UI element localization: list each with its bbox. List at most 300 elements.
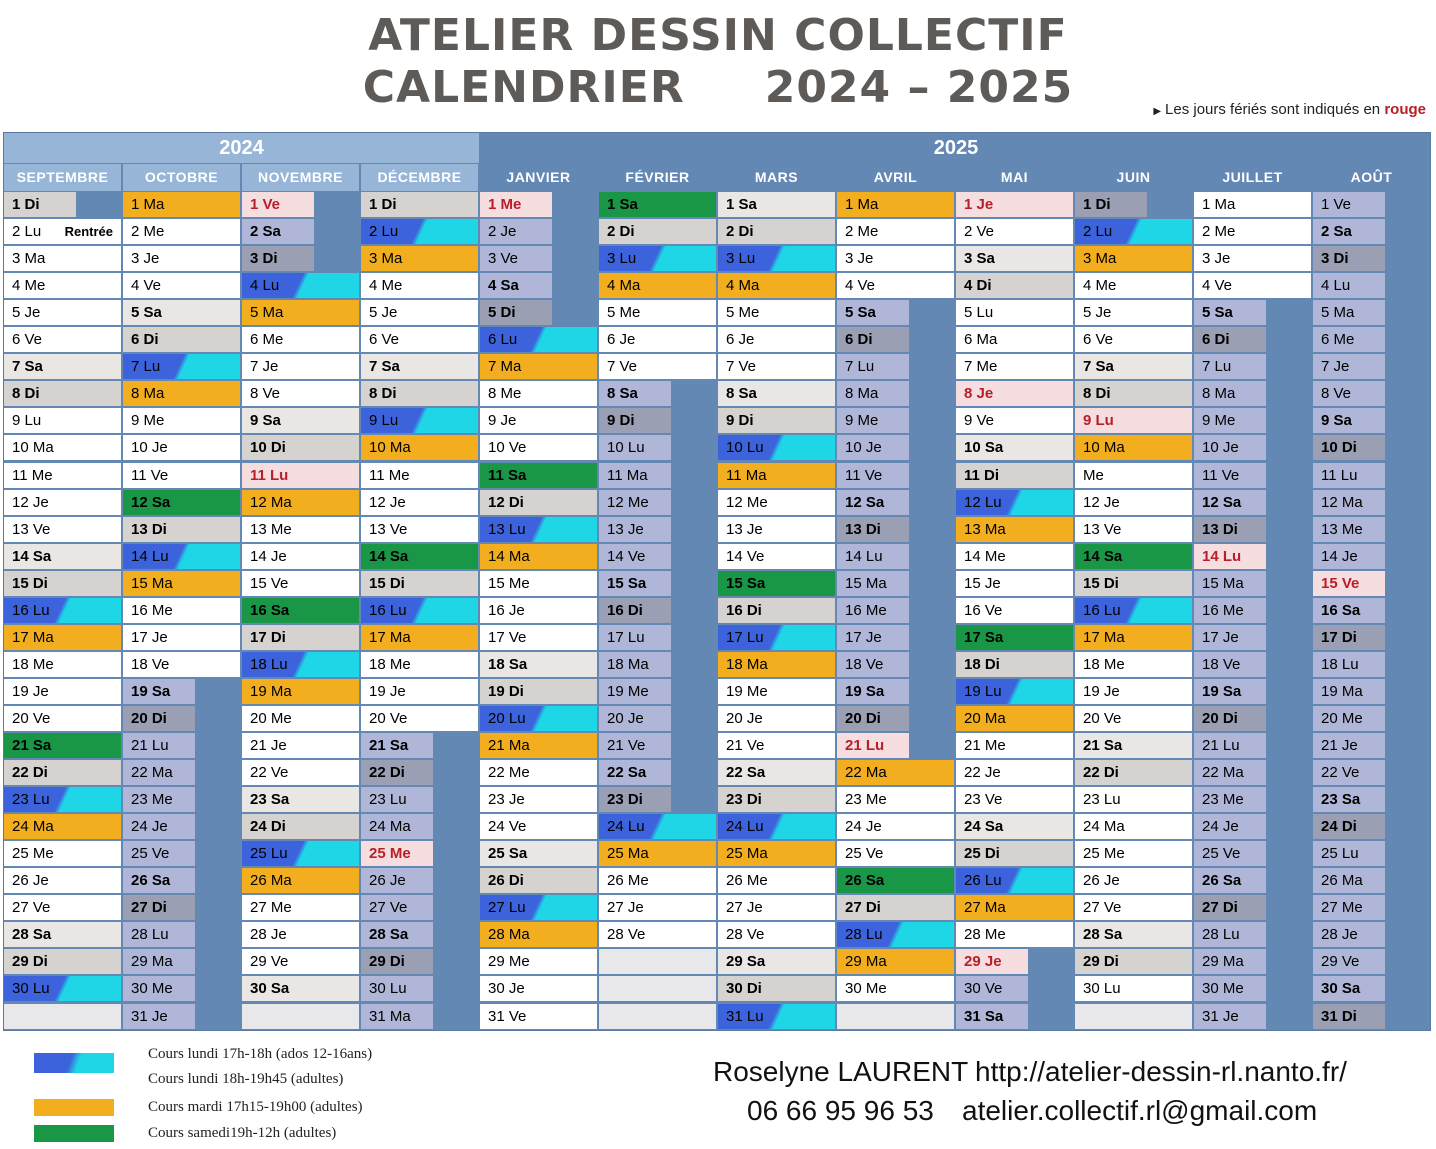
day-cell [480, 1004, 597, 1029]
day-label: 28 Je [250, 926, 287, 943]
day-cell [123, 544, 240, 569]
day-label: 3 Ve [488, 250, 519, 267]
day-label: 8 Sa [607, 385, 638, 402]
day-label: 30 Je [488, 980, 525, 997]
day-label: 20 Lu [488, 710, 526, 727]
day-label: 16 Sa [1321, 602, 1361, 619]
day-cell [361, 1004, 433, 1029]
day-cell [837, 300, 909, 325]
day-label: 21 Sa [12, 737, 52, 754]
day-cell [123, 625, 240, 650]
day-label: 14 Ve [607, 548, 646, 565]
day-cell [480, 246, 552, 271]
month-header-0: SEPTEMBRE [4, 164, 121, 191]
day-label: 4 Ve [845, 277, 876, 294]
day-label: 31 Di [1321, 1008, 1357, 1025]
day-cell [4, 841, 121, 866]
day-cell [1313, 435, 1385, 460]
day-cell [242, 490, 359, 515]
day-cell [480, 598, 597, 623]
day-label: 18 Lu [1321, 656, 1359, 673]
day-cell [242, 598, 359, 623]
day-cell [4, 949, 121, 974]
day-cell [1194, 273, 1311, 298]
day-label: 14 Sa [1083, 548, 1123, 565]
day-cell [837, 922, 954, 947]
month-header-4: JANVIER [480, 164, 597, 191]
day-cell [361, 652, 478, 677]
day-cell [956, 381, 1073, 406]
day-label: 4 Ve [1202, 277, 1233, 294]
day-cell [837, 463, 909, 488]
day-cell [361, 760, 433, 785]
day-label: 9 Lu [369, 412, 399, 429]
day-label: 20 Je [607, 710, 644, 727]
day-cell [1313, 219, 1385, 244]
day-label: 4 Ve [131, 277, 162, 294]
day-cell [361, 219, 478, 244]
day-cell [1194, 435, 1266, 460]
day-cell [837, 733, 909, 758]
day-label: 16 Me [131, 602, 173, 619]
day-label: 5 Ma [1321, 304, 1355, 321]
day-label: 30 Ve [964, 980, 1003, 997]
day-cell [837, 408, 909, 433]
day-cell [1194, 895, 1266, 920]
day-cell [1194, 192, 1311, 217]
day-label: 28 Je [1321, 926, 1358, 943]
day-label: 2 Lu [1083, 223, 1113, 240]
day-label: 9 Di [726, 412, 754, 429]
day-cell [1075, 814, 1192, 839]
day-cell [1313, 354, 1385, 379]
day-label: 25 Ma [726, 845, 768, 862]
day-cell [1075, 841, 1192, 866]
day-cell [1313, 273, 1385, 298]
day-label: 29 Me [488, 953, 530, 970]
day-label: 15 Ve [1321, 575, 1360, 592]
month-header-6: MARS [718, 164, 835, 191]
day-cell [123, 652, 240, 677]
day-label: 18 Sa [488, 656, 528, 673]
day-label: 17 Ma [1083, 629, 1125, 646]
day-label: 11 Lu [1321, 467, 1358, 484]
legend-mardi: Cours mardi 17h15-19h00 (adultes) [148, 1099, 363, 1115]
day-label: 10 Ma [12, 439, 54, 456]
day-label: 23 Me [845, 791, 887, 808]
day-cell [1075, 300, 1192, 325]
day-cell [837, 652, 909, 677]
day-cell [242, 868, 359, 893]
day-cell [956, 273, 1073, 298]
day-label: 10 Lu [607, 439, 645, 456]
title-calendrier: CALENDRIER [362, 62, 685, 113]
day-cell [4, 976, 121, 1001]
contact-website[interactable]: http://atelier-dessin-rl.nanto.fr/ [975, 1056, 1347, 1087]
day-cell [956, 408, 1073, 433]
day-label: 3 Sa [964, 250, 995, 267]
day-cell [123, 408, 240, 433]
title-years: 2024 – 2025 [764, 62, 1074, 113]
day-cell [1194, 327, 1266, 352]
day-label: 15 Ve [250, 575, 289, 592]
day-label: 21 Je [250, 737, 287, 754]
day-label: 7 Ve [726, 358, 757, 375]
legend-swatch-mardi [34, 1099, 114, 1116]
day-cell [599, 706, 671, 731]
day-label: 20 Di [131, 710, 167, 727]
day-label: 25 Lu [250, 845, 288, 862]
day-label: 3 Lu [726, 250, 756, 267]
day-cell [718, 976, 835, 1001]
day-label: 1 Sa [607, 196, 638, 213]
day-label: 13 Je [607, 521, 644, 538]
day-label: 24 Je [1202, 818, 1239, 835]
holiday-note [1153, 101, 1426, 118]
day-label: 19 Me [726, 683, 768, 700]
day-label: 30 Di [726, 980, 762, 997]
day-cell [837, 490, 909, 515]
day-cell [956, 733, 1073, 758]
day-label: 9 Di [607, 412, 635, 429]
day-cell [1194, 408, 1266, 433]
day-label: 9 Me [845, 412, 879, 429]
day-cell [480, 327, 597, 352]
day-cell [837, 787, 954, 812]
day-label: 23 Di [607, 791, 643, 808]
day-label: 29 Ma [845, 953, 887, 970]
day-cell [1313, 976, 1385, 1001]
day-cell [361, 463, 478, 488]
day-label: 5 Me [607, 304, 641, 321]
day-cell [599, 219, 716, 244]
day-cell [242, 300, 359, 325]
day-label: 20 Je [726, 710, 763, 727]
day-label: 16 Lu [1083, 602, 1121, 619]
legend-swatch-samedi [34, 1125, 114, 1142]
day-cell [599, 408, 671, 433]
day-cell [599, 571, 671, 596]
day-cell [718, 544, 835, 569]
day-cell [599, 733, 671, 758]
day-label: 30 Lu [1083, 980, 1121, 997]
day-cell [1075, 895, 1192, 920]
day-cell [4, 760, 121, 785]
day-cell [1194, 679, 1266, 704]
day-cell [1194, 490, 1266, 515]
day-cell [718, 787, 835, 812]
day-cell [956, 435, 1073, 460]
day-cell [599, 814, 716, 839]
day-cell [361, 922, 433, 947]
day-label: 10 Sa [964, 439, 1004, 456]
day-cell [599, 490, 671, 515]
day-cell [1194, 463, 1266, 488]
day-cell [956, 814, 1073, 839]
day-label: 20 Ma [964, 710, 1006, 727]
day-label: 5 Je [12, 304, 41, 321]
day-label: 25 Sa [488, 845, 528, 862]
day-cell [1313, 841, 1385, 866]
day-cell [1194, 760, 1266, 785]
day-cell [718, 841, 835, 866]
day-label: 13 Me [250, 521, 292, 538]
day-cell [837, 517, 909, 542]
day-label: 29 Ve [1321, 953, 1360, 970]
day-cell [242, 949, 359, 974]
day-label: 1 Ve [250, 196, 281, 213]
day-cell [242, 517, 359, 542]
day-cell [956, 787, 1073, 812]
day-label: 28 Ma [488, 926, 530, 943]
day-label: 25 Me [369, 845, 411, 862]
day-cell [1194, 976, 1266, 1001]
day-cell [123, 354, 240, 379]
day-cell [480, 706, 597, 731]
day-cell [242, 652, 359, 677]
day-cell [480, 895, 597, 920]
day-cell [837, 598, 909, 623]
day-cell [1075, 868, 1192, 893]
day-label: 15 Di [12, 575, 48, 592]
day-label: 23 Ve [964, 791, 1003, 808]
day-label: 26 Ma [1321, 872, 1363, 889]
day-label: 1 Di [369, 196, 397, 213]
day-cell [242, 463, 359, 488]
day-cell [1075, 571, 1192, 596]
day-cell [1313, 1004, 1385, 1029]
day-label: 12 Je [1083, 494, 1120, 511]
day-label: 26 Je [1083, 872, 1120, 889]
day-cell [837, 571, 909, 596]
day-label: 3 Di [1321, 250, 1349, 267]
day-cell [718, 435, 835, 460]
day-label: 4 Ma [607, 277, 641, 294]
day-label: 10 Je [131, 439, 168, 456]
day-label: 25 Ve [845, 845, 884, 862]
day-label: 12 Sa [131, 494, 171, 511]
day-label: 18 Ve [131, 656, 170, 673]
day-cell [837, 246, 954, 271]
day-label: 9 Ve [964, 412, 995, 429]
day-cell [837, 192, 954, 217]
day-cell [4, 706, 121, 731]
day-cell [956, 868, 1073, 893]
day-cell [1194, 733, 1266, 758]
day-cell [956, 571, 1073, 596]
day-label: 23 Me [1202, 791, 1244, 808]
day-cell [718, 598, 835, 623]
day-cell [242, 192, 314, 217]
day-label: 3 Di [250, 250, 278, 267]
day-cell [242, 679, 359, 704]
day-cell [1313, 408, 1385, 433]
day-label: 23 Lu [12, 791, 50, 808]
day-cell [123, 273, 240, 298]
legend-samedi: Cours samedi19h-12h (adultes) [148, 1125, 337, 1141]
month-header-10: JUILLET [1194, 164, 1311, 191]
day-cell [4, 273, 121, 298]
day-cell [718, 463, 835, 488]
day-cell [242, 408, 359, 433]
day-label: Me [1083, 467, 1104, 484]
day-cell [718, 354, 835, 379]
day-cell [837, 841, 954, 866]
contact-phone: 06 66 95 96 53 [747, 1095, 934, 1126]
day-cell [956, 192, 1073, 217]
day-label: 10 Je [1202, 439, 1239, 456]
day-label: 4 Di [964, 277, 992, 294]
day-label: 19 Je [369, 683, 406, 700]
day-cell [837, 868, 954, 893]
day-cell [242, 625, 359, 650]
day-cell [837, 544, 909, 569]
day-cell [123, 1004, 195, 1029]
day-label: 17 Sa [964, 629, 1004, 646]
day-label: 27 Je [726, 899, 763, 916]
day-label: 18 Lu [250, 656, 288, 673]
day-label: 22 Di [1083, 764, 1119, 781]
day-cell [1313, 625, 1385, 650]
day-label: 9 Lu [1083, 412, 1114, 429]
day-label: 5 Je [1083, 304, 1112, 321]
month-header-2: NOVEMBRE [242, 164, 359, 191]
day-cell [1075, 1004, 1192, 1029]
day-cell [123, 706, 195, 731]
day-label: 17 Lu [607, 629, 645, 646]
day-cell [242, 760, 359, 785]
month-header-5: FÉVRIER [599, 164, 716, 191]
day-label: 2 Lu [369, 223, 399, 240]
day-label: 20 Ve [369, 710, 408, 727]
day-label: 21 Ve [607, 737, 646, 754]
day-label: 7 Sa [12, 358, 43, 375]
day-cell [956, 841, 1073, 866]
day-label: 25 Ve [1202, 845, 1241, 862]
legend-lundi-adultes: Cours lundi 18h-19h45 (adultes) [148, 1071, 344, 1087]
day-label: 10 Di [250, 439, 286, 456]
day-cell [361, 895, 433, 920]
day-label: 10 Ma [1083, 439, 1125, 456]
day-cell [480, 922, 597, 947]
day-cell [480, 976, 597, 1001]
day-label: 12 Je [12, 494, 49, 511]
day-label: 1 Ma [845, 196, 879, 213]
day-label: 28 Lu [845, 926, 883, 943]
day-label: 24 Lu [607, 818, 645, 835]
day-label: 5 Di [488, 304, 516, 321]
day-label: 25 Me [12, 845, 54, 862]
day-cell [1313, 598, 1385, 623]
day-cell [123, 571, 240, 596]
day-cell [242, 273, 359, 298]
day-label: 16 Je [488, 602, 525, 619]
day-cell [1313, 381, 1385, 406]
year-header-2025: 2025 [482, 133, 1430, 163]
day-cell [123, 463, 240, 488]
day-label: 1 Ma [1202, 196, 1236, 213]
day-label: 7 Ma [488, 358, 522, 375]
day-label: 24 Ma [369, 818, 411, 835]
day-cell [599, 354, 716, 379]
day-label: 24 Ma [1083, 818, 1125, 835]
day-cell [1313, 922, 1385, 947]
day-label: 4 Me [12, 277, 46, 294]
day-label: 23 Lu [1083, 791, 1121, 808]
day-cell [1075, 679, 1192, 704]
day-cell [1075, 733, 1192, 758]
day-label: 14 Lu [131, 548, 169, 565]
day-label: 13 Ve [1083, 521, 1122, 538]
day-label: 16 Me [1202, 602, 1244, 619]
day-cell [1313, 733, 1385, 758]
day-label: 1 Di [12, 196, 40, 213]
day-label: 13 Lu [488, 521, 526, 538]
day-cell [956, 1004, 1028, 1029]
day-label: 2 Lu [12, 223, 42, 240]
day-cell [718, 192, 835, 217]
contact-email[interactable]: atelier.collectif.rl@gmail.com [962, 1095, 1318, 1126]
day-cell [1194, 787, 1266, 812]
day-label: 20 Di [1202, 710, 1238, 727]
day-cell [4, 652, 121, 677]
day-cell [480, 625, 597, 650]
day-cell [1313, 760, 1385, 785]
day-cell [956, 219, 1073, 244]
day-cell [599, 868, 716, 893]
day-cell [1075, 490, 1192, 515]
day-cell [599, 327, 716, 352]
day-label: 27 Me [1321, 899, 1363, 916]
day-cell [480, 652, 597, 677]
day-label: 2 Sa [250, 223, 281, 240]
day-label: 3 Ma [12, 250, 46, 267]
day-cell [4, 814, 121, 839]
month-header-7: AVRIL [837, 164, 954, 191]
day-label: 8 Ve [1321, 385, 1352, 402]
day-cell [718, 300, 835, 325]
day-label: 19 Sa [1202, 683, 1242, 700]
day-label: 16 Lu [12, 602, 50, 619]
day-cell [956, 490, 1073, 515]
day-label: 10 Ma [369, 439, 411, 456]
day-cell [718, 895, 835, 920]
day-label: 14 Je [250, 548, 287, 565]
day-cell [4, 625, 121, 650]
day-cell [480, 463, 597, 488]
day-label: 26 Me [607, 872, 649, 889]
day-cell [361, 381, 478, 406]
day-cell [1075, 652, 1192, 677]
day-label: 30 Sa [1321, 980, 1361, 997]
day-label: 15 Je [964, 575, 1001, 592]
day-cell [123, 760, 195, 785]
day-cell [1075, 192, 1147, 217]
day-label: 8 Di [1083, 385, 1111, 402]
day-label: 22 Ma [845, 764, 887, 781]
day-cell [1075, 463, 1192, 488]
day-label: 2 Me [1202, 223, 1236, 240]
day-label: 21 Lu [131, 737, 169, 754]
day-label: 24 Lu [726, 818, 764, 835]
day-cell [599, 922, 716, 947]
day-label: 26 Me [726, 872, 768, 889]
year-header-2024: 2024 [4, 133, 479, 163]
day-label: 22 Sa [726, 764, 766, 781]
day-cell [4, 598, 121, 623]
day-label: 17 Ve [488, 629, 527, 646]
day-cell [361, 273, 478, 298]
